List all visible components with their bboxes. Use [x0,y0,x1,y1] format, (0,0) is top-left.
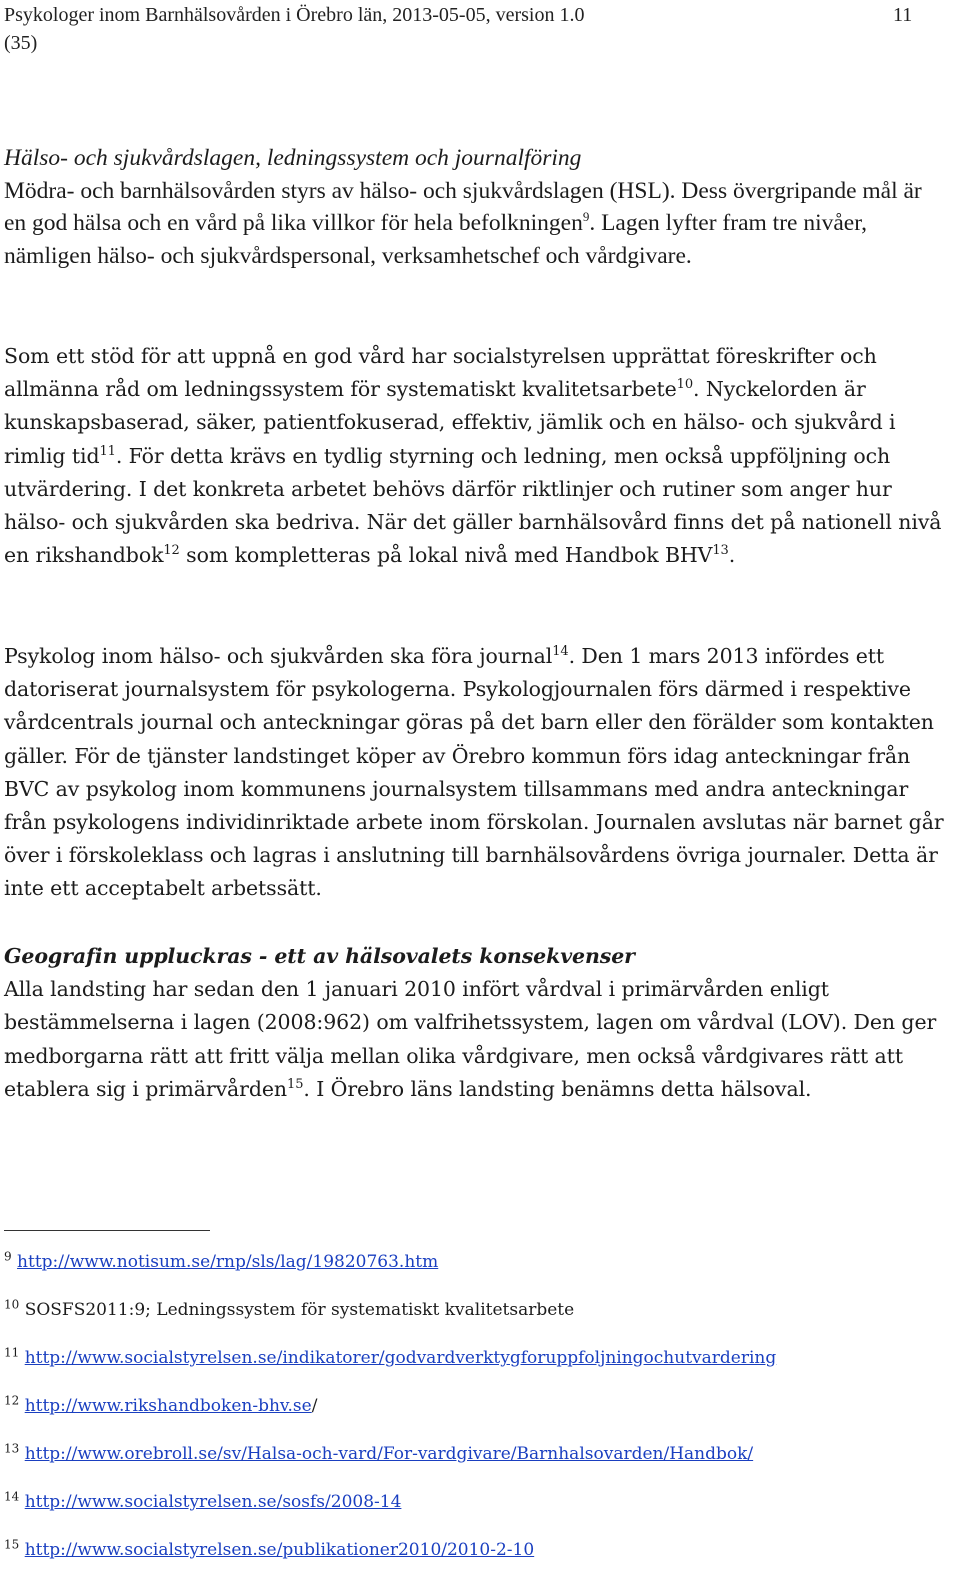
footnote-number: 13 [4,1441,20,1456]
footnote-10 [4,1298,574,1322]
footnote-text: SOSFS2011:9; Ledningssystem för systematiskt kvalitetsarbete [24,1300,575,1320]
footnote-number: 10 [4,1297,20,1312]
footnote-ref-10[interactable]: 10 [676,377,694,393]
footnote-14 [4,1490,401,1514]
text-run: . För detta krävs en tydlig styrning och ledning, men också uppföljning och utvärdering. I det konkreta arbetet behövs därför riktlinjer och rutiner som anger hur hälso- och sjukvården ska bedriva. När det gäller barnhälsovård finns det på nationell nivå en rikshandbok [4,443,942,568]
running-header-title: Psykologer inom Barnhälsovården i Örebro län, 2013-05-05, version 1.0 [4,4,585,26]
footnote-ref-9[interactable]: 9 [582,209,590,225]
text-run: . [728,543,736,568]
section-geografi-body [4,973,944,1106]
section-hsl [4,142,944,272]
page-number: 11 [893,4,913,26]
footnote-13 [4,1442,753,1466]
section-geografi [4,940,944,1106]
footnote-number: 9 [4,1249,12,1264]
text-run: Som ett stöd för att uppnå en god vård har socialstyrelsen upprättat föreskrifter och allmänna råd om ledningssystem för systematiskt kvalitetsarbete [4,344,877,402]
text-run: Psykolog inom hälso- och sjukvården ska föra journal [4,644,553,668]
section-heading-hsl: Hälso- och sjukvårdslagen, ledningssystem och journalföring [4,145,582,171]
paragraph-ledningssystem [4,340,944,572]
text-run: . Lagen lyfter fram tre nivåer, nämligen hälso- och sjukvårdspersonal, verksamhetschef och vårdgivare. [4,210,867,269]
footnote-link[interactable]: http://www.socialstyrelsen.se/sosfs/2008-14 [24,1492,402,1512]
footnote-number: 11 [4,1345,20,1360]
footnote-ref-12[interactable]: 12 [163,543,180,559]
text-run: Mödra- och barnhälsovården styrs av hälso- och sjukvårdslagen (HSL). Dess övergripande mål är en god hälsa och en vård på lika villkor för hela befolkningen [4,177,922,236]
text-run: . Den 1 mars 2013 infördes ett datoriserat journalsystem för psykologerna. Psykologjournalen förs därmed i respektive vårdcentrals journal och anteckningar göras på det barn eller den förälder som kontakten gäller. För de tjänster landstinget köper av Örebro kommun förs idag anteckningar från BVC av psykolog inom kommunens journalsystem tillsammans med andra anteckningar från psykologens individinriktade arbete inom förskolan. Journalen avslutas när barnet går över i förskoleklass och lagras i anslutning till barnhälsovårdens övriga journaler. Detta är inte ett acceptabelt arbetssätt. [4,644,944,901]
footnote-number: 12 [4,1393,20,1408]
footnote-15 [4,1538,534,1562]
footnote-separator [4,1230,210,1231]
section-hsl-body [4,175,944,273]
footnote-ref-11[interactable]: 11 [99,443,116,459]
footnote-link[interactable]: http://www.orebroll.se/sv/Halsa-och-vard/For-vardgivare/Barnhalsovarden/Handbok/ [24,1444,754,1464]
footnote-link[interactable]: http://www.notisum.se/rnp/sls/lag/19820763.htm [17,1252,439,1272]
footnote-link[interactable]: http://www.socialstyrelsen.se/publikationer2010/2010-2-10 [24,1540,535,1560]
footnote-number: 15 [4,1537,20,1552]
text-run: Alla landsting har sedan den 1 januari 2010 infört vårdval i primärvården enligt bestämmelserna i lagen (2008:962) om valfrihetssystem, lagen om vårdval (LOV). Den ger medborgarna rätt att fritt välja mellan olika vårdgivare, men också vårdgivares rätt att etablera sig i primärvården [4,977,937,1101]
text-run: . I Örebro läns landsting benämns detta hälsoval. [303,1076,812,1101]
footnote-9 [4,1250,438,1274]
footnote-tail: / [311,1396,318,1416]
footnote-link[interactable]: http://www.socialstyrelsen.se/indikatorer/godvardverktygforuppfoljningochutvardering [24,1348,777,1368]
footnote-ref-15[interactable]: 15 [287,1076,304,1092]
text-run: som kompletteras på lokal nivå med Handbok BHV [179,543,713,568]
footnote-number: 14 [4,1489,20,1504]
text-run: . Nyckelorden är kunskapsbaserad, säker, patientfokuserad, effektiv, jämlik och en hälso- och sjukvård i rimlig tid [4,377,896,468]
footnote-ref-14[interactable]: 14 [552,644,569,660]
section-heading-geografi: Geografin uppluckras - ett av hälsovalets konsekvenser [4,944,635,968]
footnote-link[interactable]: http://www.rikshandboken-bhv.se [24,1396,312,1416]
paragraph-journal [4,640,944,906]
footnote-ref-13[interactable]: 13 [712,543,729,559]
footnote-11 [4,1346,776,1370]
footnote-12 [4,1394,317,1418]
page-total: (35) [4,32,38,54]
